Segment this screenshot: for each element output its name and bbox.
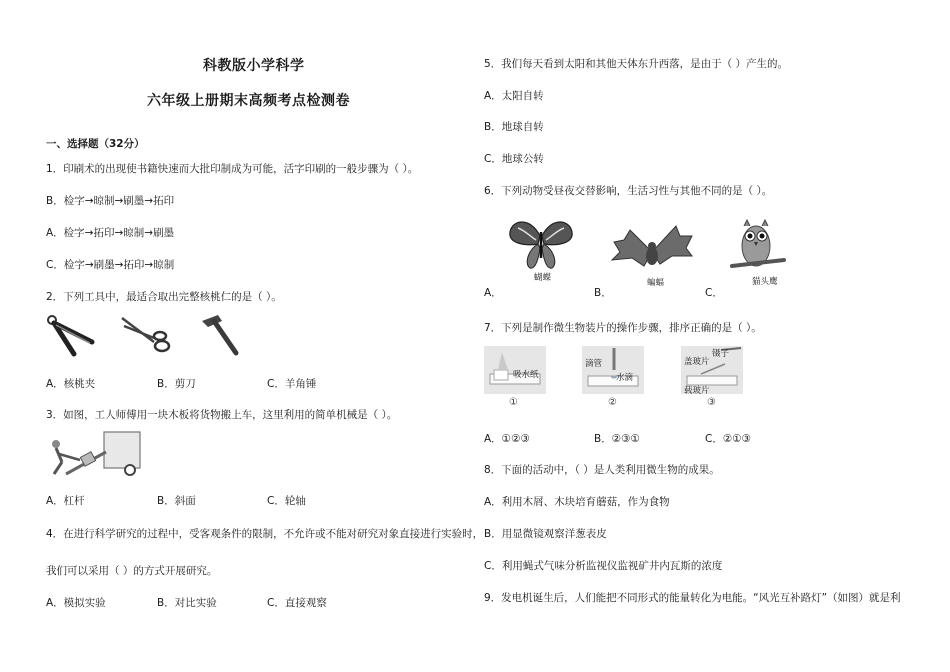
- scissors-image: [118, 312, 173, 357]
- q8-stem: 8．下面的活动中，（ ）是人类利用微生物的成果。: [484, 464, 720, 476]
- q1-option: C．检字→刷墨→拓印→晾制: [46, 259, 175, 271]
- fig-label: 水滴: [616, 373, 634, 383]
- ramp-truck-image: [44, 430, 144, 478]
- q6-caption: 蝙蝠: [647, 278, 665, 288]
- fig-label: 镊子: [712, 349, 730, 359]
- page-title: 科教版小学科学: [203, 58, 305, 74]
- q4-stem: 我们可以采用（ ）的方式开展研究。: [46, 565, 218, 577]
- q6-caption: 猫头鹰: [752, 277, 778, 287]
- q3-stem: 3．如图，工人师傅用一块木板将货物搬上车，这里利用的简单机械是（ ）。: [46, 409, 398, 421]
- q3-option: A．杠杆: [46, 495, 85, 507]
- q5-option: B．地球自转: [484, 121, 544, 133]
- q7-option: B．②③①: [594, 433, 640, 445]
- q6-stem: 6．下列动物受昼夜交替影响，生活习性与其他不同的是（ ）。: [484, 185, 773, 197]
- fig-label: 载玻片: [684, 386, 710, 396]
- claw-hammer-image: [198, 311, 246, 359]
- q6-option: A．: [484, 287, 502, 299]
- step-number: ③: [707, 397, 716, 408]
- step2-image: [582, 346, 644, 394]
- q4-option: A．模拟实验: [46, 597, 106, 609]
- q6-option: C．: [705, 287, 723, 299]
- nutcracker-image: [44, 312, 99, 360]
- q8-option: A．利用木屑、木块培育蘑菇，作为食物: [484, 496, 670, 508]
- bat-image: [610, 222, 694, 274]
- q7-option: C．②①③: [705, 433, 752, 445]
- q6-caption: 蝴蝶: [534, 273, 552, 283]
- q5-option: C．地球公转: [484, 153, 544, 165]
- q6-option: B．: [594, 287, 612, 299]
- q7-option: A．①②③: [484, 433, 530, 445]
- q1-stem: 1．印刷术的出现使书籍快速而大批印制成为可能，活字印刷的一般步骤为（ ）。: [46, 163, 419, 175]
- owl-image: [730, 216, 786, 274]
- q8-option: C．利用蝇式气味分析监视仪监视矿井内瓦斯的浓度: [484, 560, 723, 572]
- q4-option: C．直接观察: [267, 597, 327, 609]
- q3-option: C．轮轴: [267, 495, 306, 507]
- fig-label: 滴管: [585, 359, 603, 369]
- q3-option: B．斜面: [157, 495, 196, 507]
- q9-stem: 9．发电机诞生后，人们能把不同形式的能量转化为电能。“风光互补路灯”（如图）就是利: [484, 592, 901, 604]
- page-subtitle: 六年级上册期末高频考点检测卷: [147, 93, 350, 109]
- q2-stem: 2．下列工具中，最适合取出完整核桃仁的是（ ）。: [46, 291, 282, 303]
- fig-label: 吸水纸: [513, 370, 539, 380]
- q2-option: C．羊角锤: [267, 378, 317, 390]
- step-number: ①: [509, 397, 518, 408]
- q5-stem: 5．我们每天看到太阳和其他天体东升西落，是由于（ ）产生的。: [484, 58, 789, 70]
- q4-stem: 4．在进行科学研究的过程中，受客观条件的限制，不允许或不能对研究对象直接进行实验时，: [46, 528, 484, 540]
- q1-option: B．检字→晾制→刷墨→拓印: [46, 195, 175, 207]
- q7-stem: 7．下列是制作微生物装片的操作步骤，排序正确的是（ ）。: [484, 322, 762, 334]
- section-heading: 一、选择题（32分）: [46, 138, 145, 150]
- q2-option: B．剪刀: [157, 378, 196, 390]
- q8-option: B．用显微镜观察洋葱表皮: [484, 528, 607, 540]
- step-number: ②: [608, 397, 617, 408]
- fig-label: 盖玻片: [684, 357, 710, 367]
- butterfly-image: [506, 216, 576, 272]
- q4-option: B．对比实验: [157, 597, 217, 609]
- q1-option: A．检字→拓印→晾制→刷墨: [46, 227, 175, 239]
- q2-option: A．核桃夹: [46, 378, 96, 390]
- q5-option: A．太阳自转: [484, 90, 544, 102]
